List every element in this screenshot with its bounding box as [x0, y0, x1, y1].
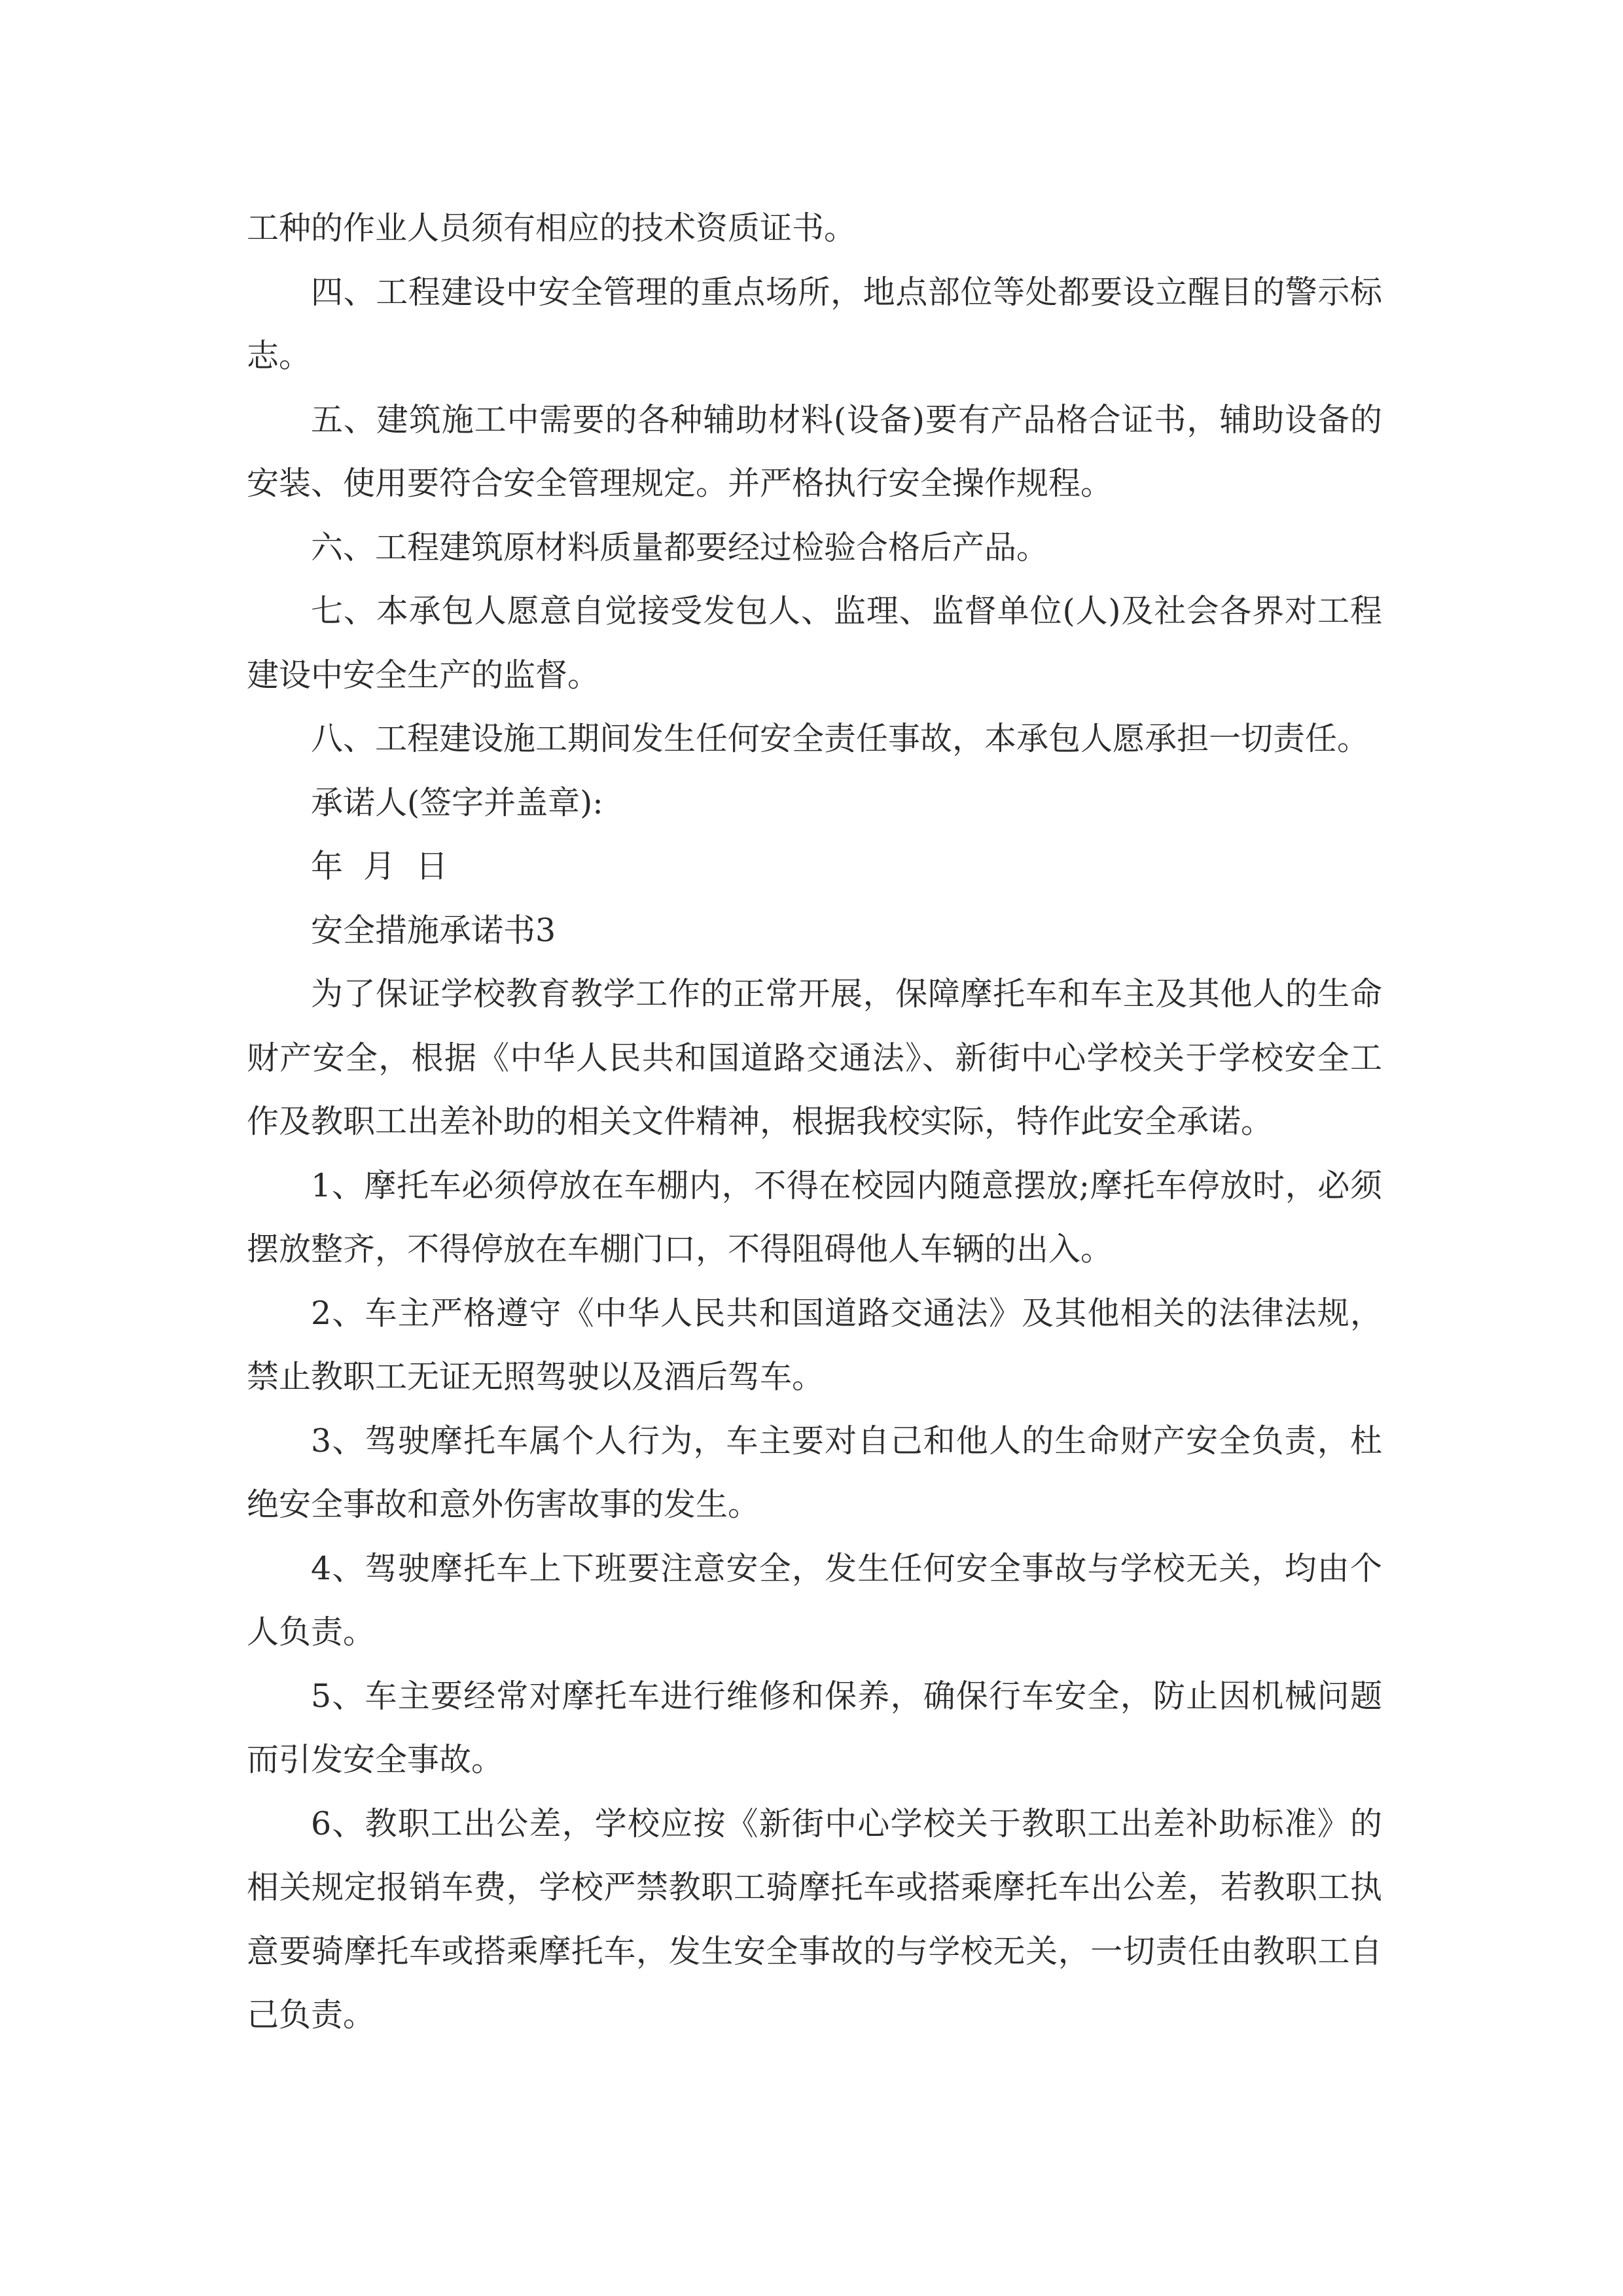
rule-5: 5、车主要经常对摩托车进行维修和保养，确保行车安全，防止因机械问题而引发安全事故。 [247, 1677, 1382, 1778]
signature-line: 承诺人(签字并盖章): [311, 783, 603, 821]
rule-6: 6、教职工出公差，学校应按《新街中心学校关于教职工出差补助标准》的相关规定报销车费，学校严禁教职工骑摩托车或搭乘摩托车出公差，若教职工执意要骑摩托车或搭乘摩托车，发生安全事故的与学校无关，一切责任由教职工自己负责。 [247, 1804, 1382, 2034]
document-body [247, 196, 1382, 2047]
paragraph-item-5: 五、建筑施工中需要的各种辅助材料(设备)要有产品格合证书，辅助设备的安装、使用要符合安全管理规定。并严格执行安全操作规程。 [247, 401, 1382, 502]
rule-2: 2、车主严格遵守《中华人民共和国道路交通法》及其他相关的法律法规，禁止教职工无证无照驾驶以及酒后驾车。 [247, 1294, 1382, 1395]
paragraph-continuation: 工种的作业人员须有相应的技术资质证书。 [247, 209, 857, 247]
rule-3: 3、驾驶摩托车属个人行为，车主要对自己和他人的生命财产安全负责，杜绝安全事故和意外伤害故事的发生。 [247, 1422, 1382, 1523]
intro-paragraph: 为了保证学校教育教学工作的正常开展，保障摩托车和车主及其他人的生命财产安全，根据《中华人民共和国道路交通法》、新街中心学校关于学校安全工作及教职工出差补助的相关文件精神，根据我校实际，特作此安全承诺。 [247, 975, 1382, 1140]
paragraph-item-7: 七、本承包人愿意自觉接受发包人、监理、监督单位(人)及社会各界对工程建设中安全生产的监督。 [247, 592, 1382, 694]
rule-1: 1、摩托车必须停放在车棚内，不得在校园内随意摆放;摩托车停放时，必须摆放整齐，不得停放在车棚门口，不得阻碍他人车辆的出入。 [247, 1166, 1382, 1268]
section-title: 安全措施承诺书3 [311, 911, 556, 949]
date-line: 年 月 日 [311, 848, 448, 885]
paragraph-item-6: 六、工程建筑原材料质量都要经过检验合格后产品。 [311, 528, 1049, 566]
paragraph-item-8: 八、工程建设施工期间发生任何安全责任事故，本承包人愿承担一切责任。 [311, 720, 1370, 757]
paragraph-item-4: 四、工程建设中安全管理的重点场所，地点部位等处都要设立醒目的警示标志。 [247, 273, 1382, 374]
rule-4: 4、驾驶摩托车上下班要注意安全，发生任何安全事故与学校无关，均由个人负责。 [247, 1549, 1382, 1651]
